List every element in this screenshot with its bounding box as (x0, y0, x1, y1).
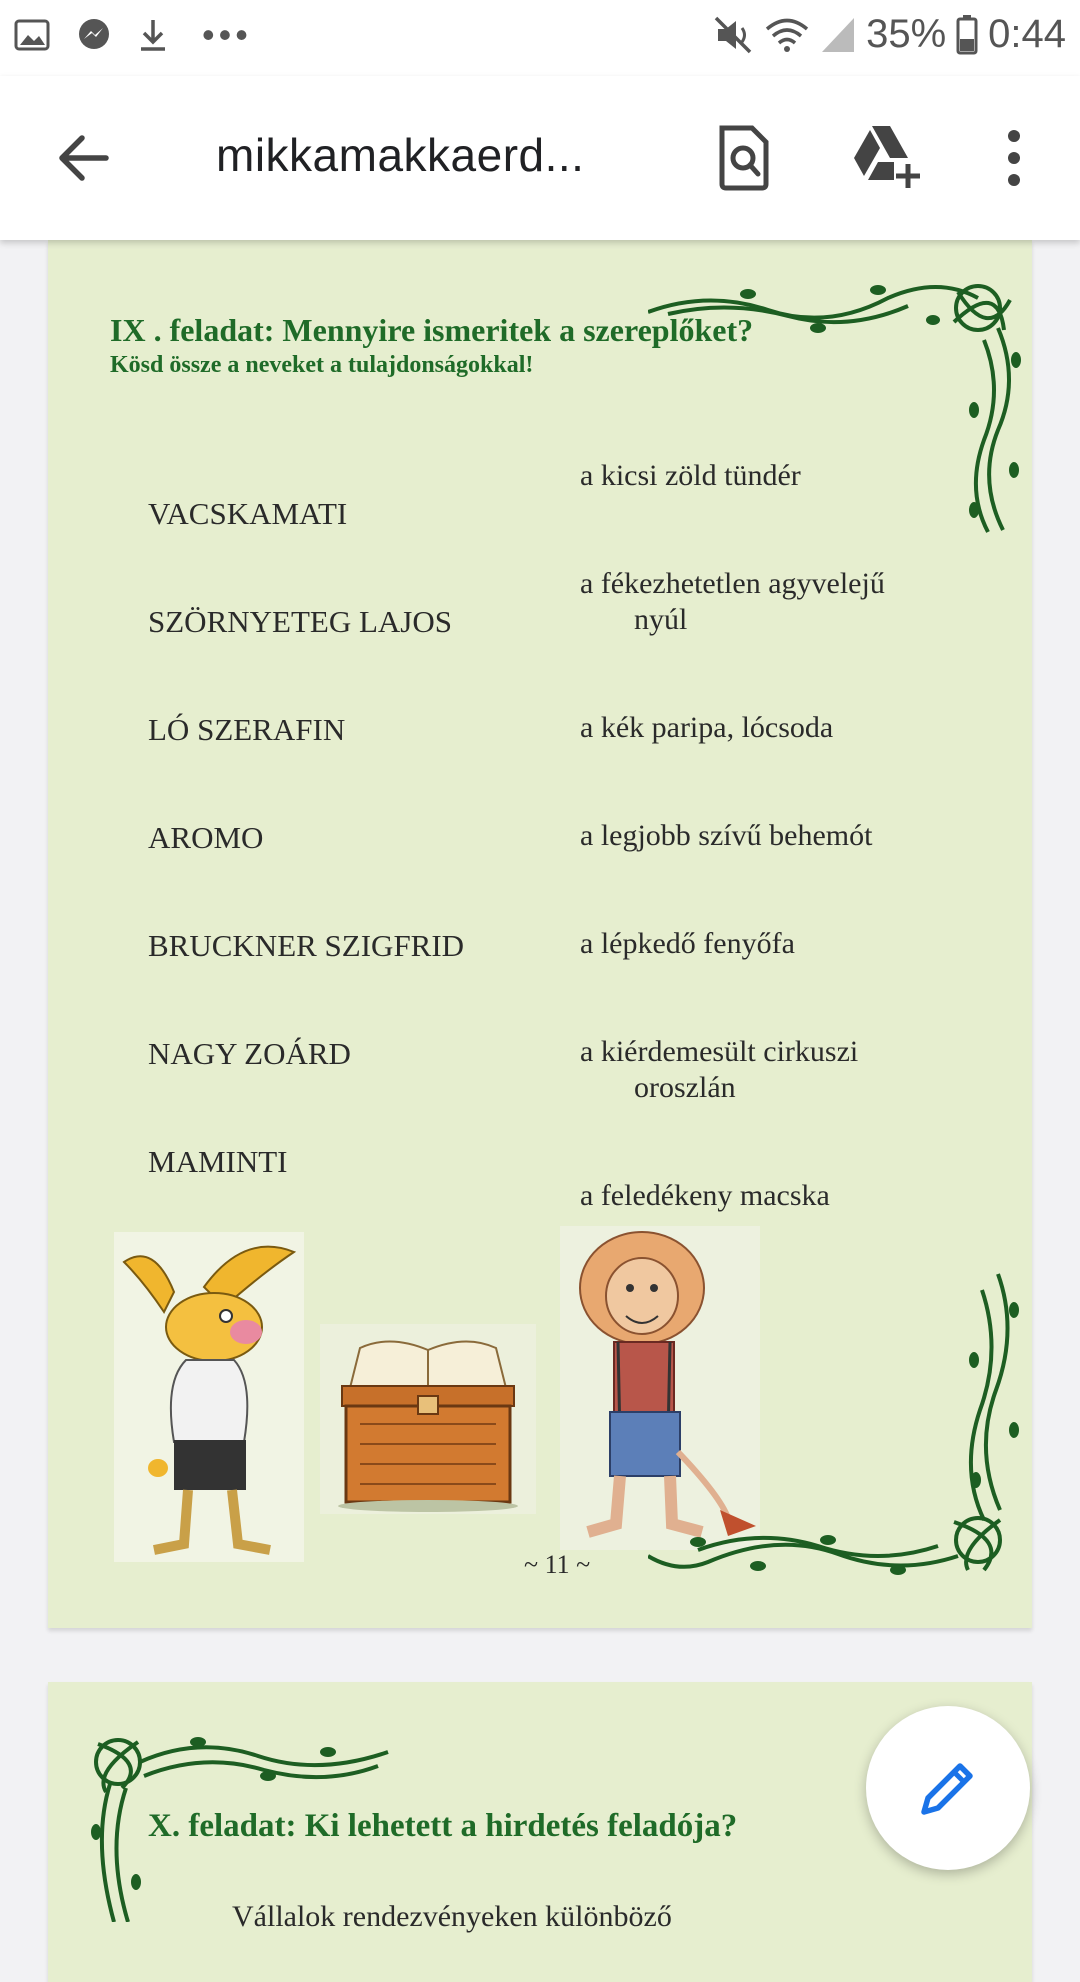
character-name: LÓ SZERAFIN (148, 712, 346, 747)
character-trait (580, 818, 980, 854)
vine-border-bottom-right (648, 1270, 1028, 1600)
trait-line: a feledékeny macska (580, 1179, 830, 1212)
trait-line: a fékezhetetlen agyvelejű (580, 567, 885, 600)
app-bar (0, 76, 1080, 240)
download-icon (138, 17, 168, 53)
gallery-icon (14, 19, 50, 51)
exercise-title: IX . feladat: Mennyire ismeritek a szereplőket? (110, 312, 754, 348)
trait-line-continued: oroszlán (634, 1071, 736, 1104)
character-trait (580, 1034, 980, 1106)
add-to-drive-button[interactable] (850, 120, 922, 192)
character-trait (580, 926, 980, 962)
character-trait (580, 1178, 980, 1214)
find-in-page-icon (716, 124, 772, 192)
character-trait (580, 710, 980, 746)
trait-line-continued: nyúl (634, 603, 688, 636)
more-options-button[interactable] (994, 126, 1034, 190)
vine-border-top-right (648, 270, 1028, 540)
page-number: ~ 11 ~ (524, 1550, 591, 1579)
battery-percent: 35% (866, 12, 947, 56)
signal-icon (820, 16, 856, 54)
document-title: mikkamakkaerd... (216, 129, 585, 181)
character-name: MAMINTI (148, 1144, 288, 1179)
trait-line: a lépkedő fenyőfa (580, 927, 795, 960)
trait-line: a kiérdemesült cirkuszi (580, 1035, 859, 1068)
ad-text-line: Vállalok rendezvényeken különböző (232, 1900, 672, 1933)
battery-icon (956, 15, 978, 55)
character-name: BRUCKNER SZIGFRID (148, 928, 465, 963)
exercise-instruction: Kösd össze a neveket a tulajdonságokkal! (110, 352, 534, 378)
arrow-left-icon (52, 126, 116, 190)
pencil-icon (916, 1756, 980, 1820)
trait-line: a legjobb szívű behemót (580, 819, 873, 852)
edit-fab-button[interactable] (866, 1706, 1030, 1870)
messenger-icon (76, 17, 112, 53)
character-trait (580, 566, 980, 638)
rabbit-illustration (114, 1232, 304, 1562)
exercise-title: X. feladat: Ki lehetett a hirdetés feladója? (148, 1808, 738, 1844)
trait-line: a kicsi zöld tündér (580, 459, 801, 492)
character-trait (580, 458, 980, 494)
document-page-11 (48, 240, 1032, 1628)
find-in-document-button[interactable] (716, 124, 772, 192)
more-vert-icon (994, 126, 1034, 190)
trait-line: a kék paripa, lócsoda (580, 711, 834, 744)
clock: 0:44 (988, 12, 1066, 56)
character-name: SZÖRNYETEG LAJOS (148, 604, 452, 639)
more-notifications-icon: ••• (202, 14, 252, 55)
mute-icon (714, 16, 754, 54)
character-name: VACSKAMATI (148, 496, 348, 531)
book-chest-illustration (320, 1324, 536, 1514)
drive-add-icon (850, 120, 922, 192)
back-button[interactable] (52, 126, 116, 190)
wifi-icon (764, 16, 810, 54)
status-bar (0, 0, 1080, 76)
character-name: AROMO (148, 820, 264, 855)
character-name: NAGY ZOÁRD (148, 1036, 351, 1071)
